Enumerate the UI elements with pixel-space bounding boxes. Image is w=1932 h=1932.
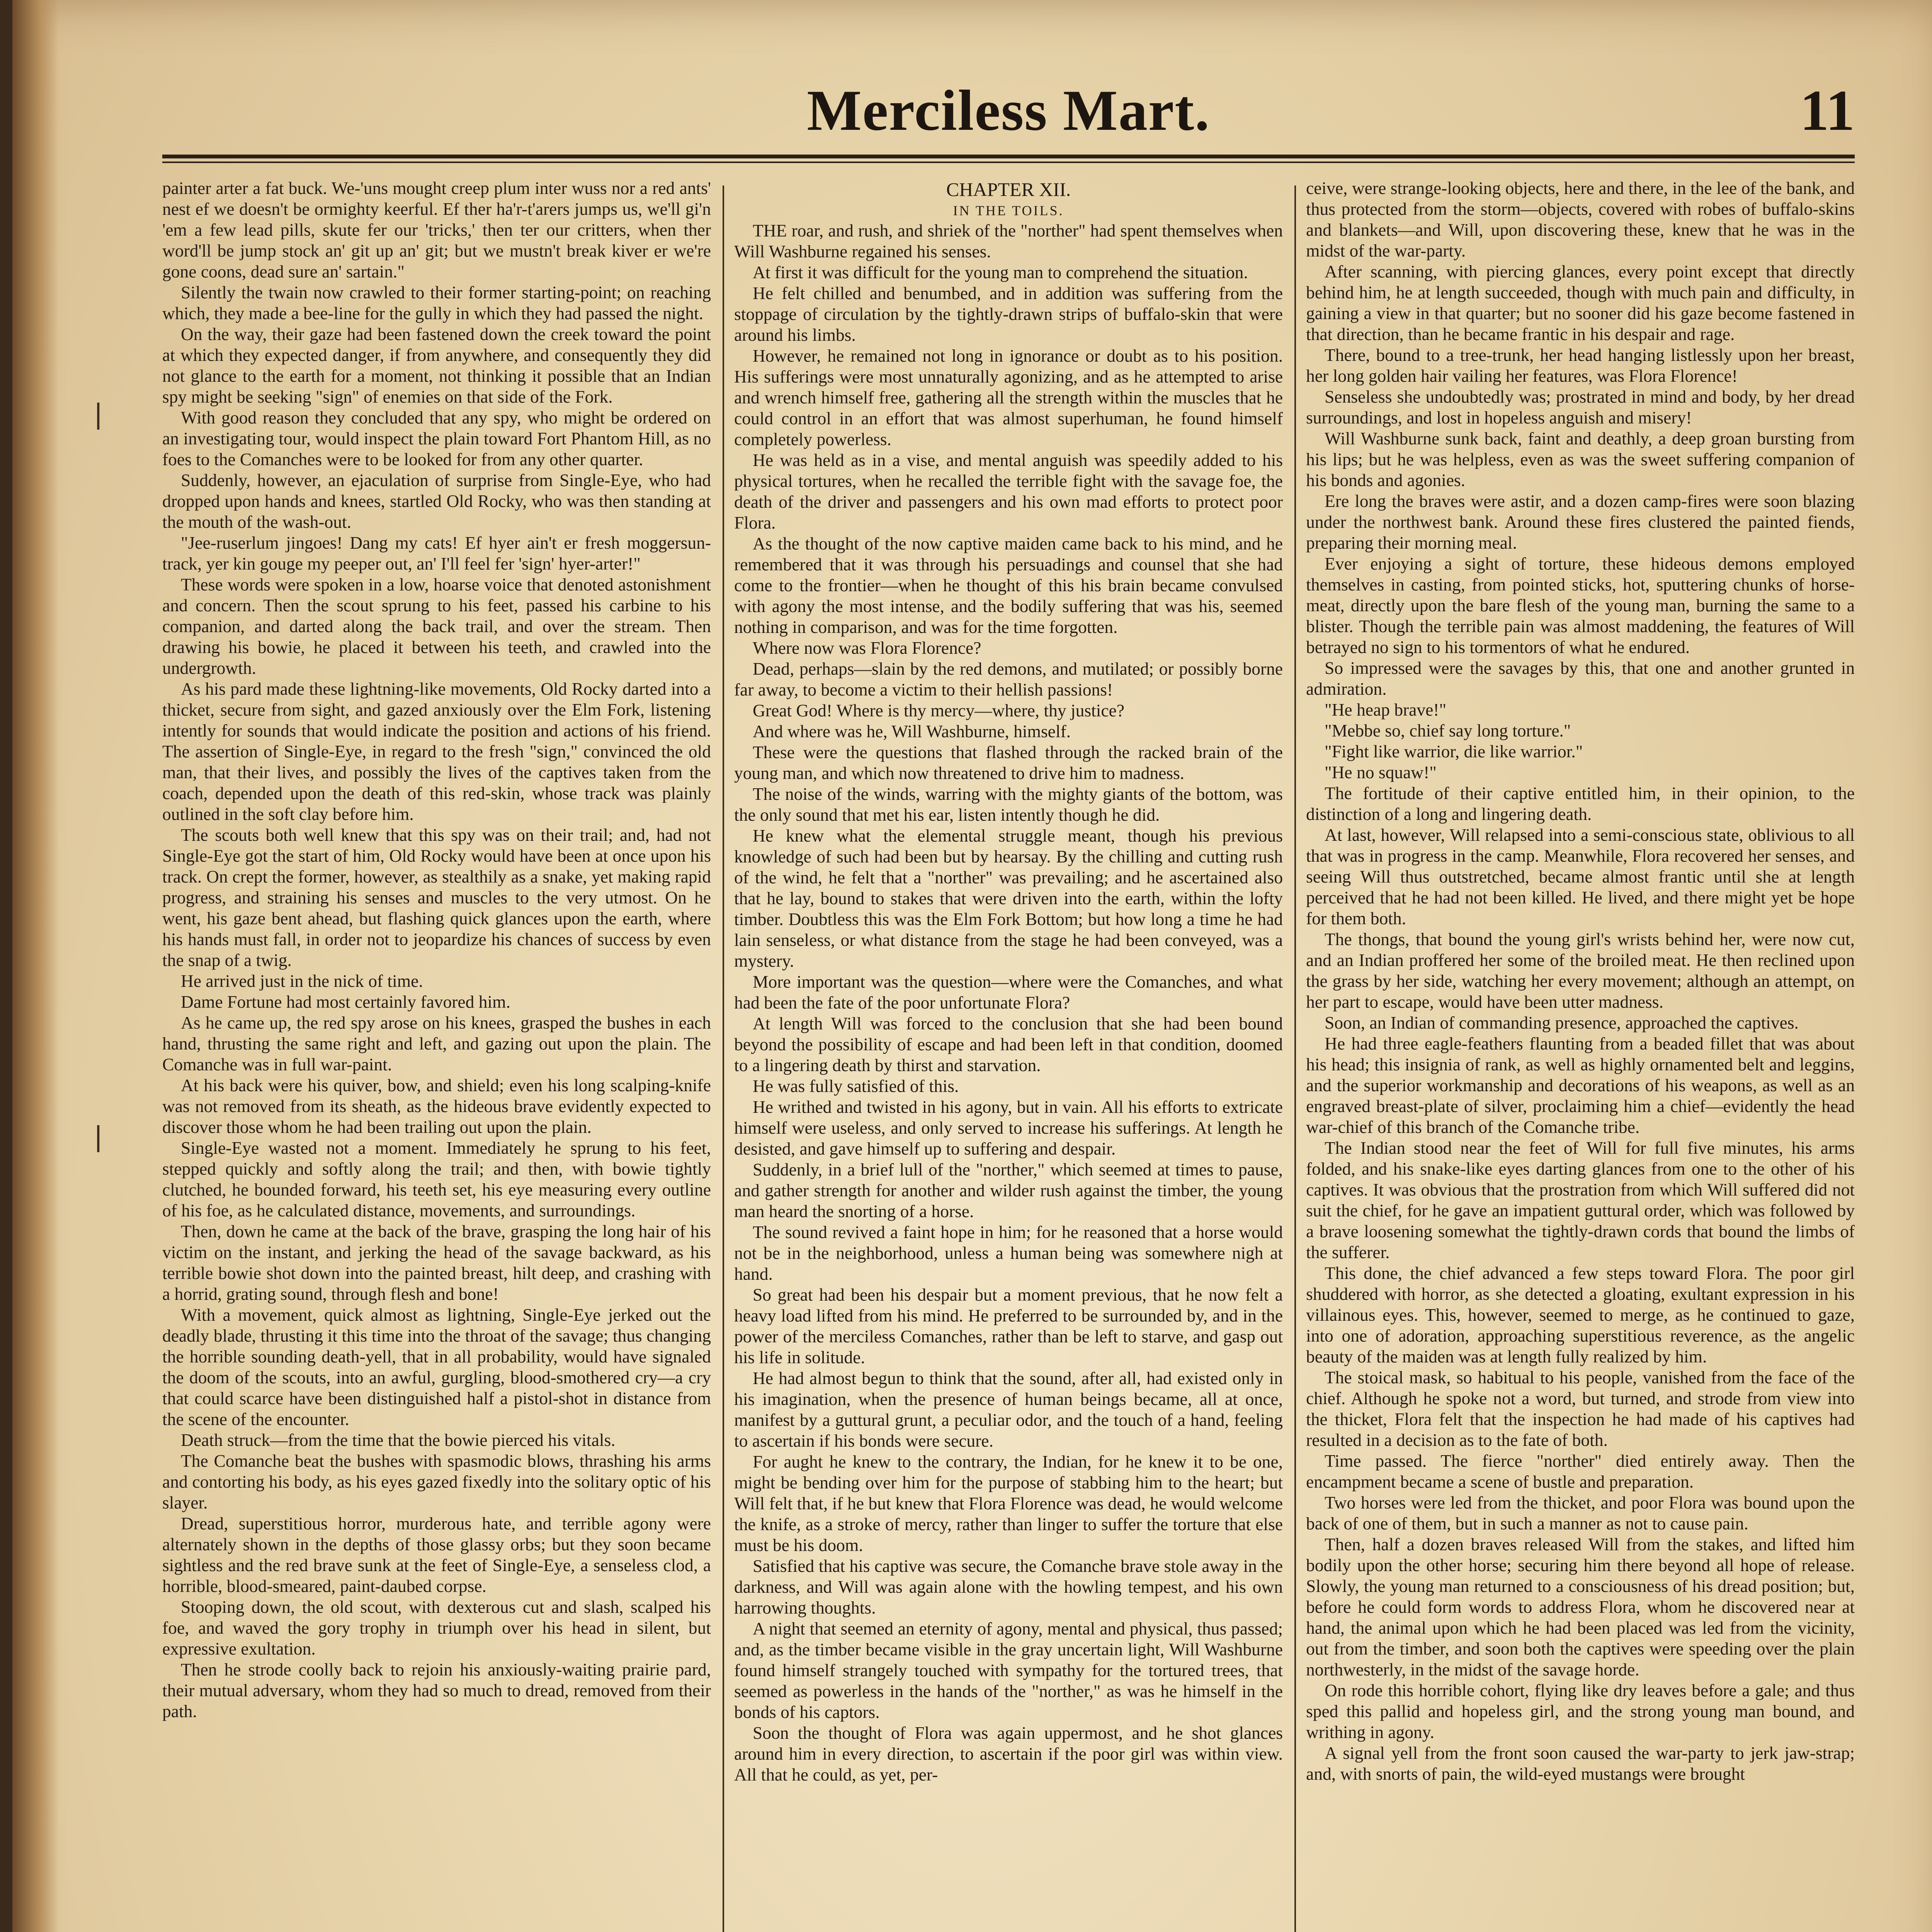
chapter-heading: CHAPTER XII. <box>946 179 1071 200</box>
paragraph: The stoical mask, so habitual to his people, vanished from the face of the chief. Although he spoke not a word, but turned, and strode from view into the thicket, Flora felt that the inspection he had made of his captives had resulted in a decision as to the fate of both. <box>1306 1367 1855 1450</box>
column-right <box>1306 178 1855 1932</box>
header-rule-thin <box>162 162 1855 163</box>
paragraph: "He no squaw!" <box>1325 762 1437 782</box>
paragraph: The sound revived a faint hope in him; for he reasoned that a horse would not be in the neighborhood, unless a human being was somewhere nigh at hand. <box>734 1222 1283 1284</box>
paragraph: With a movement, quick almost as lightning, Single-Eye jerked out the deadly blade, thrusting it this time into the throat of the savage; thus changing the horrible sounding death-yell, that in all probability, would have signaled the doom of the scouts, into an awful, gurgling, blood-smothered cry—a cry that could scarce have been distinguished half a pistol-shot in distance from the scene of the encounter. <box>162 1305 711 1429</box>
paragraph: He arrived just in the nick of time. <box>181 971 423 991</box>
paragraph: Senseless she undoubtedly was; prostrated in mind and body, by her dread surroundings, and lost in hopeless anguish and misery! <box>1306 387 1855 427</box>
paragraph: Time passed. The fierce "norther" died entirely away. Then the encampment became a scene of bustle and preparation. <box>1306 1451 1855 1492</box>
paragraph: The scouts both well knew that this spy was on their trail; and, had not Single-Eye got the start of him, Old Rocky would have been at once upon his track. On crept the former, however, as stealthily as a snake, yet making rapid progress, and straining his senses and muscles to the very utmost. On he went, his gaze bent ahead, but flashing quick glances upon the earth, where his hands must fall, in order not to jeopardize his chances of success by even the snap of a twig. <box>162 825 711 970</box>
paragraph: And where was he, Will Washburne, himself. <box>753 721 1071 741</box>
paragraph: Dread, superstitious horror, murderous hate, and terrible agony were alternately shown in the depths of those glassy orbs; but they soon became sightless and the red brave sunk at the feet of Single-Eye, a senseless clod, a horrible, blood-smeared, paint-daubed corpse. <box>162 1514 711 1596</box>
paragraph: On the way, their gaze had been fastened down the creek toward the point at which they expected danger, if from anywhere, and consequently they did not glance to the earth for a moment, not thinking it possible that an Indian spy might be seeking "sign" of enemies on that side of the Fork. <box>162 324 711 406</box>
paragraph: "Jee-ruserlum jingoes! Dang my cats! Ef hyer ain't er fresh moggersun-track, yer kin gouge my peeper out, an' I'll feel fer 'sign' hyer-arter!" <box>162 533 711 573</box>
paragraph: Soon, an Indian of commanding presence, approached the captives. <box>1325 1013 1799 1032</box>
paragraph: Will Washburne sunk back, faint and deathly, a deep groan bursting from his lips; but he was helpless, even as was the sweet suffering companion of his bonds and agonies. <box>1306 429 1855 490</box>
paragraph: ceive, were strange-looking objects, here and there, in the lee of the bank, and thus protected from the storm—objects, covered with robes of buffalo-skins and blankets—and Will, upon discovering these, knew that he was in the midst of the war-party. <box>1306 178 1855 260</box>
header-rule <box>162 155 1855 158</box>
paragraph: "He heap brave!" <box>1325 700 1447 719</box>
paragraph: The thongs, that bound the young girl's wrists behind her, were now cut, and an Indian proffered her some of the broiled meat. He then reclined upon the grass by her side, watching her every movement; although an attempt, on her part to escape, would have been utter madness. <box>1306 929 1855 1012</box>
paragraph: The noise of the winds, warring with the mighty giants of the bottom, was the only sound that met his ear, listen intently though he did. <box>734 784 1283 825</box>
paragraph: Satisfied that his captive was secure, the Comanche brave stole away in the darkness, and Will was again alone with the howling tempest, and his own harrowing thoughts. <box>734 1556 1283 1617</box>
paragraph: He had three eagle-feathers flaunting from a beaded fillet that was about his head; this insignia of rank, as well as highly ornamented belt and leggins, and the superior workmanship and decorations of his weapons, as well as an engraved breast-plate of silver, proclaiming him a chief—evidently the head war-chief of this branch of the Comanche tribe. <box>1306 1034 1855 1137</box>
paragraph: A night that seemed an eternity of agony, mental and physical, thus passed; and, as the timber became visible in the gray uncertain light, Will Washburne found himself strangely touched with sympathy for the tortured trees, that seemed as powerless in the hands of the "norther," as was he himself in the bonds of his captors. <box>734 1619 1283 1722</box>
paragraph: At last, however, Will relapsed into a semi-conscious state, oblivious to all that was in progress in the camp. Meanwhile, Flora recovered her senses, and seeing Will thus outstretched, became almost frantic until she at length perceived that he had not been killed. He lived, and there might yet be hope for them both. <box>1306 825 1855 928</box>
paragraph: As he came up, the red spy arose on his knees, grasped the bushes in each hand, thrusting the same right and left, and gazing out upon the plain. The Comanche was in full war-paint. <box>162 1013 711 1074</box>
paragraph: "Mebbe so, chief say long torture." <box>1325 721 1571 740</box>
paragraph: Dead, perhaps—slain by the red demons, and mutilated; or possibly borne far away, to become a victim to their hellish passions! <box>734 659 1283 699</box>
paragraph: The Comanche beat the bushes with spasmodic blows, thrashing his arms and contorting his body, as his eyes gazed fixedly into the solitary optic of his slayer. <box>162 1451 711 1512</box>
paragraph: This done, the chief advanced a few steps toward Flora. The poor girl shuddered with horror, as she detected a gloating, exultant expression in his villainous eyes. This, however, seemed to merge, as he continued to gaze, into one of adoration, approaching superstitious reverence, as the angelic beauty of the maiden was at length fully realized by him. <box>1306 1263 1855 1366</box>
paragraph: Great God! Where is thy mercy—where, thy justice? <box>753 701 1124 720</box>
paragraph: At his back were his quiver, bow, and shield; even his long scalping-knife was not removed from its sheath, as the hideous brave evidently expected to discover those whom he had been trailing out upon the plain. <box>162 1075 711 1137</box>
paragraph: Then he strode coolly back to rejoin his anxiously-waiting prairie pard, their mutual adversary, whom they had so much to dread, removed from their path. <box>162 1660 711 1721</box>
paragraph: After scanning, with piercing glances, every point except that directly behind him, he at length succeeded, though with much pain and difficulty, in gaining a view in that quarter; but no sooner did his gaze become fastened in that direction, than he became frantic in his despair and rage. <box>1306 262 1855 344</box>
paragraph: Then, down he came at the back of the brave, grasping the long hair of his victim on the instant, and jerking the head of the savage backward, as his terrible bowie shot down into the painted breast, hilt deep, and crashing with a horrid, grating sound, through flesh and bone! <box>162 1221 711 1304</box>
paragraph: Where now was Flora Florence? <box>753 638 981 658</box>
binding-gutter <box>12 0 59 1932</box>
margin-mark: ❘ <box>87 398 110 430</box>
paragraph: He felt chilled and benumbed, and in addition was suffering from the stoppage of circulation by the tightly-drawn strips of buffalo-skin that were around his limbs. <box>734 283 1283 345</box>
paragraph: At length Will was forced to the conclusion that she had been bound beyond the possibility of escape and had been left in that condition, doomed to a lingering death by thirst and starvation. <box>734 1014 1283 1075</box>
paragraph: As his pard made these lightning-like movements, Old Rocky darted into a thicket, secure from sight, and gazed anxiously over the Elm Fork, listening intently for sounds that would indicate the position and actions of his friend. The assertion of Single-Eye, in regard to the fresh "sign," convinced the old man, that their lives, and possibly the lives of the captives taken from the coach, depended upon the death of this red-skin, whose track was plainly outlined in the soft clay before him. <box>162 679 711 824</box>
paragraph: These words were spoken in a low, hoarse voice that denoted astonishment and concern. Then the scout sprung to his feet, passed his carbine to his companion, and darted along the back trail, and over the stream. Then drawing his bowie, he placed it between his teeth, and crawled into the undergrowth. <box>162 575 711 678</box>
paragraph: The Indian stood near the feet of Will for full five minutes, his arms folded, and his snake-like eyes darting glances from one to the other of his captives. It was obvious that the prostration from which Will suffered did not suit the chief, for he gave an impatient guttural order, which was followed by a brave loosening somewhat the tightly-drawn cords that bound the limbs of the sufferer. <box>1306 1138 1855 1262</box>
paragraph: He knew what the elemental struggle meant, though his previous knowledge of such had been but by hearsay. By the chilling and cutting rush of the wind, he felt that a "norther" was prevailing; and he ascertained also that he lay, bound to stakes that were driven into the earth, within the lofty timber. Doubtless this was the Elm Fork Bottom; but how long a time he had lain senseless, or what distance from the stage he had been conveyed, was a mystery. <box>734 826 1283 971</box>
paragraph: painter arter a fat buck. We-'uns mought creep plum inter wuss nor a red ants' nest ef we doesn't be ormighty keerful. Ef ther ha'r-t'arers jumps us, we'll gi'n 'em a few lead pills, skute fer our 'tricks,' then ter our critters, when ther word'll be jump stock an' git up an' git; but we mustn't break kiver er we're gone coons, dead sure an' sartain." <box>162 178 711 281</box>
paragraph: Ere long the braves were astir, and a dozen camp-fires were soon blazing under the northwest bank. Around these fires clustered the painted fiends, preparing their morning meal. <box>1306 491 1855 553</box>
paragraph: He had almost begun to think that the sound, after all, had existed only in his imagination, when the presence of human beings became, all at once, manifest by a guttural grunt, a peculiar odor, and the touch of a hand, feeling to ascertain if his bonds were secure. <box>734 1368 1283 1451</box>
page-title: Merciless Mart. <box>807 78 1210 143</box>
paragraph: Suddenly, however, an ejaculation of surprise from Single-Eye, who had dropped upon hands and knees, startled Old Rocky, who was then standing at the mouth of the wash-out. <box>162 470 711 532</box>
column-middle <box>734 178 1283 1932</box>
column-left <box>162 178 711 1932</box>
paragraph: THE roar, and rush, and shriek of the "norther" had spent themselves when Will Washburne regained his senses. <box>734 221 1283 261</box>
paragraph: For aught he knew to the contrary, the Indian, for he knew it to be one, might be bending over him for the purpose of stabbing him to the heart; but Will felt that, if he but knew that Flora Florence was dead, he would welcome the knife, as a stroke of mercy, rather than linger to suffer the torture that else must be his doom. <box>734 1452 1283 1555</box>
paragraph: A signal yell from the front soon caused the war-party to jerk jaw-strap; and, with snorts of pain, the wild-eyed mustangs were brought <box>1306 1743 1855 1784</box>
paragraph: Silently the twain now crawled to their former starting-point; on reaching which, they made a bee-line for the gully in which they had passed the night. <box>162 282 711 323</box>
chapter-subheading: IN THE TOILS. <box>953 203 1064 218</box>
page-number: 11 <box>1800 78 1855 143</box>
paragraph: Death struck—from the time that the bowie pierced his vitals. <box>181 1430 616 1450</box>
paragraph: Two horses were led from the thicket, and poor Flora was bound upon the back of one of them, but in such a manner as not to cause pain. <box>1306 1493 1855 1533</box>
page-header <box>162 77 1855 151</box>
paragraph: So impressed were the savages by this, that one and another grunted in admiration. <box>1306 658 1855 699</box>
paragraph: He was held as in a vise, and mental anguish was speedily added to his physical tortures, when he recalled the terrible fight with the savage foe, the death of the driver and passengers and his own mad efforts to protect poor Flora. <box>734 450 1283 532</box>
paragraph: With good reason they concluded that any spy, who might be ordered on an investigating tour, would inspect the plain toward Fort Phantom Hill, as no foes to the Comanches were to be looked for from any other quarter. <box>162 408 711 469</box>
paragraph: However, he remained not long in ignorance or doubt as to his position. His sufferings were most unnaturally agonizing, and as he attempted to arise and wrench himself free, gathering all the strength within the muscles that he could control in an effort that was almost superhuman, he found himself completely powerless. <box>734 346 1283 449</box>
margin-mark: ❘ <box>87 1121 110 1152</box>
paragraph: He was fully satisfied of this. <box>753 1076 959 1096</box>
text-columns <box>162 178 1855 1932</box>
paragraph: These were the questions that flashed through the racked brain of the young man, and which now threatened to drive him to madness. <box>734 742 1283 783</box>
paragraph: At first it was difficult for the young man to comprehend the situation. <box>753 262 1248 282</box>
paragraph: Stooping down, the old scout, with dexterous cut and slash, scalped his foe, and waved the gory trophy in triumph over his head in silent, but expressive exultation. <box>162 1597 711 1658</box>
paragraph: "Fight like warrior, die like warrior." <box>1325 742 1583 761</box>
paragraph: Then, half a dozen braves released Will from the stakes, and lifted him bodily upon the other horse; securing him there beyond all hope of release. Slowly, the young man returned to a consciousness of his dread position; but, before he could form words to address Flora, whom he discovered near at hand, the animal upon which he had been placed was led from the vicinity, out from the timber, and soon both the captives were speeding over the plain northwesterly, in the midst of the savage horde. <box>1306 1534 1855 1679</box>
paragraph: So great had been his despair but a moment previous, that he now felt a heavy load lifted from his mind. He preferred to be surrounded by, and in the power of the merciless Comanches, rather than be left to starve, and gasp out his life in solitude. <box>734 1285 1283 1367</box>
paragraph: Dame Fortune had most certainly favored him. <box>181 992 510 1012</box>
paragraph: Soon the thought of Flora was again uppermost, and he shot glances around him in every direction, to ascertain if the poor girl was within view. All that he could, as yet, per- <box>734 1723 1283 1784</box>
paragraph: Single-Eye wasted not a moment. Immediately he sprung to his feet, stepped quickly and softly along the trail; and then, with bowie tightly clutched, he bounded forward, his teeth set, his eye measuring every outline of his foe, as he calculated distance, movements, and surroundings. <box>162 1138 711 1220</box>
paragraph: There, bound to a tree-trunk, her head hanging listlessly upon her breast, her long golden hair vailing her features, was Flora Florence! <box>1306 345 1855 386</box>
paragraph: On rode this horrible cohort, flying like dry leaves before a gale; and thus sped this pallid and hopeless girl, and the strong young man bound, and writhing in agony. <box>1306 1680 1855 1742</box>
paragraph: He writhed and twisted in his agony, but in vain. All his efforts to extricate himself were useless, and only served to increase his sufferings. At length he desisted, and gave himself up to suffering and despair. <box>734 1097 1283 1158</box>
paragraph: Ever enjoying a sight of torture, these hideous demons employed themselves in casting, from pointed sticks, hot, sputtering chunks of horse-meat, directly upon the bare flesh of the young man, burning the same to a blister. Though the terrible pain was almost maddening, the features of Will betrayed no sign to his tormentors of what he endured. <box>1306 554 1855 657</box>
paragraph: More important was the question—where were the Comanches, and what had been the fate of the poor unfortunate Flora? <box>734 972 1283 1012</box>
paragraph: Suddenly, in a brief lull of the "norther," which seemed at times to pause, and gather strength for another and wilder rush against the timber, the young man heard the snorting of a horse. <box>734 1160 1283 1221</box>
paragraph: As the thought of the now captive maiden came back to his mind, and he remembered that it was through his persuadings and counsel that she had come to the frontier—when he thought of this his brain became convulsed with agony the most intense, and the bodily suffering that was his, seemed nothing in comparison, and was for the time forgotten. <box>734 534 1283 637</box>
paragraph: The fortitude of their captive entitled him, in their opinion, to the distinction of a long and lingering death. <box>1306 783 1855 824</box>
